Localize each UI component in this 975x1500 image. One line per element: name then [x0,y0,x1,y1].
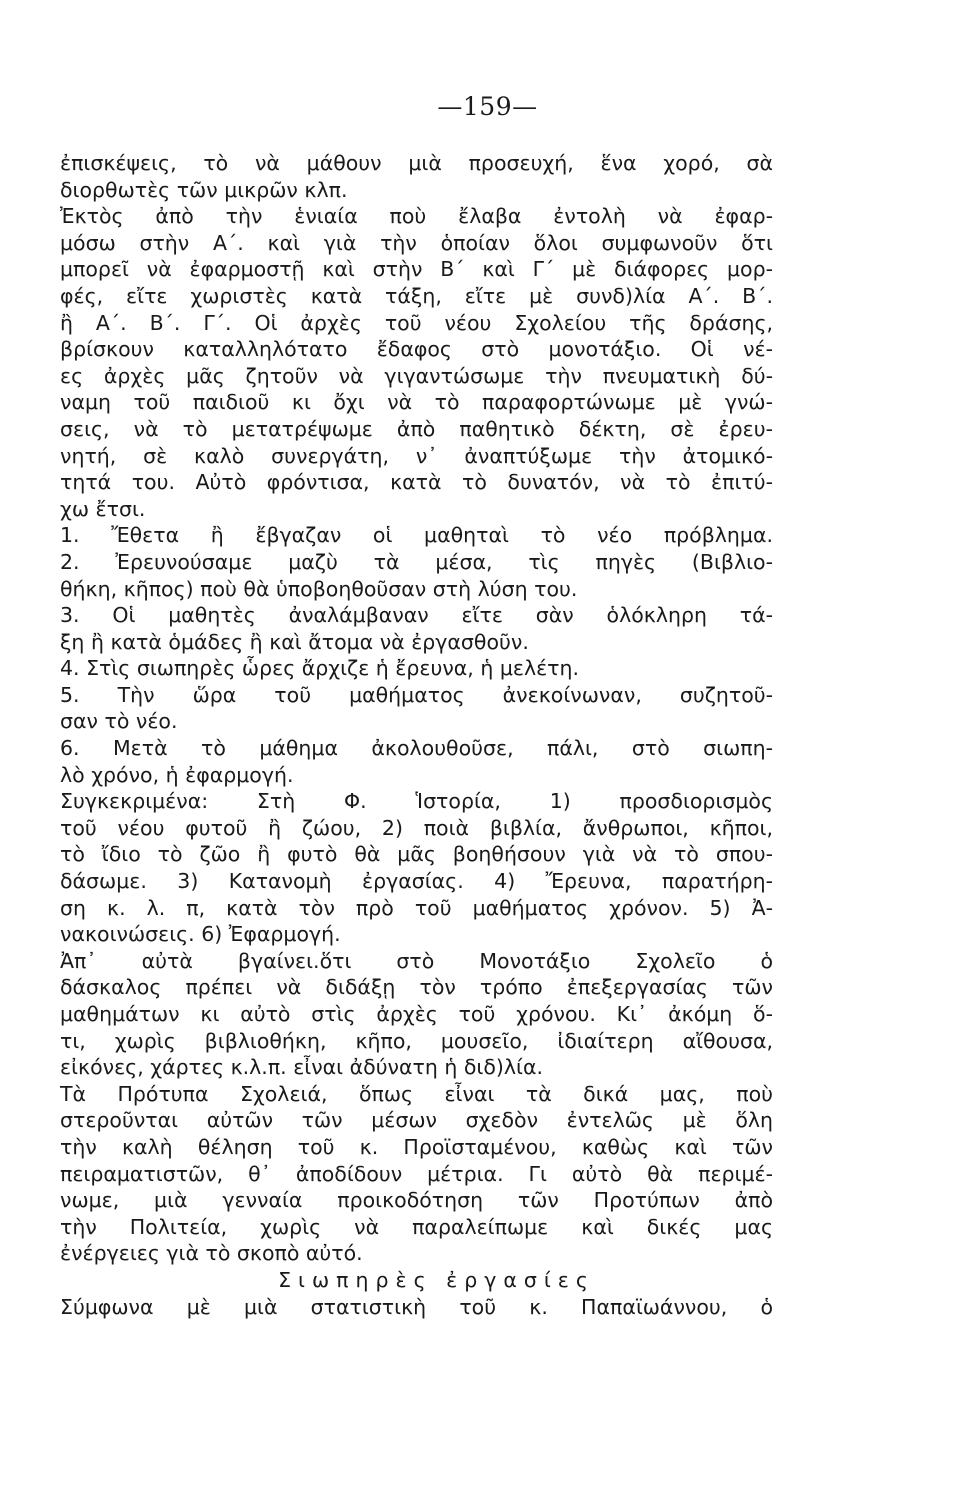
text-line: βρίσκουν καταλληλότατο ἔδαφος στὸ μονοτάξιο. Οἱ νέ- [60,337,773,362]
text-line: σαν τὸ νέο. [60,709,178,734]
text-line: Τὰ Πρότυπα Σχολειά, ὅπως εἶναι τὰ δικά μας, ποὺ [60,1081,773,1106]
page-number: —159— [437,92,538,121]
text-line: νακοινώσεις. 6) Ἐφαρμογή. [60,922,341,947]
text-line: ἐπισκέψεις, τὸ νὰ μάθουν μιὰ προσευχή, ἕνα χορό, σὰ [60,151,773,175]
text-line: ἢ Α΄. Β΄. Γ΄. Οἱ ἀρχὲς τοῦ νέου Σχολείου τῆς δράσης, [60,310,773,335]
text-line: μαθημάτων κι αὐτὸ στὶς ἀρχὲς τοῦ χρόνου. Κι᾽ ἀκόμη ὅ- [60,1002,773,1026]
text-line: νητή, σὲ καλὸ συνεργάτη, ν᾽ ἀναπτύξωμε τὴν ἀτομικό- [60,443,773,468]
text-line: 4. Στὶς σιωπηρὲς ὧρες ἄρχιζε ἡ ἔρευνα, ἡ μελέτη. [60,656,580,681]
text-line: 3. Οἱ μαθητὲς ἀναλάμβαναν εἴτε σὰν ὁλόκληρη τά- [60,603,773,628]
text-line: 5. Τὴν ὥρα τοῦ μαθήματος ἀνεκοίνωναν, συζητοῦ- [60,682,773,707]
text-line: τὴν καλὴ θέληση τοῦ κ. Προϊσταμένου, καθὼς καὶ τῶν [60,1134,773,1159]
text-line: 6. Μετὰ τὸ μάθημα ἀκολουθοῦσε, πάλι, στὸ σιωπη- [60,736,773,761]
text-line: εἰκόνες, χάρτες κ.λ.π. εἶναι ἀδύνατη ἡ διδ)λία. [60,1055,543,1080]
text-line: θήκη, κῆπος) ποὺ θὰ ὑποβοηθοῦσαν στὴ λύση του. [60,576,578,601]
text-line: μπορεῖ νὰ ἐφαρμοστῇ καὶ στὴν Β΄ καὶ Γ΄ μὲ διάφορες μορ- [60,257,773,282]
text-line: πειραματιστῶν, θ᾽ ἀποδίδουν μέτρια. Γι αὐτὸ θὰ περιμέ- [60,1161,773,1186]
text-line: ες ἀρχὲς μᾶς ζητοῦν νὰ γιγαντώσωμε τὴν πνευματικὴ δύ- [60,363,773,388]
text-line: Σύμφωνα μὲ μιὰ στατιστικὴ τοῦ κ. Παπαϊωάννου, ὁ [60,1294,773,1319]
text-line: τὸ ἴδιο τὸ ζῶο ἢ φυτὸ θὰ μᾶς βοηθήσουν γιὰ νὰ τὸ σπου- [60,842,773,867]
text-line: ναμη τοῦ παιδιοῦ κι ὄχι νὰ τὸ παραφορτώνωμε μὲ γνώ- [60,390,773,415]
text-line: ξη ἢ κατὰ ὁμάδες ἢ καὶ ἄτομα νὰ ἐργασθοῦν. [60,629,529,654]
text-line: τι, χωρὶς βιβλιοθήκη, κῆπο, μουσεῖο, ἰδιαίτερη αἴθουσα, [60,1028,773,1053]
text-line: στεροῦνται αὐτῶν τῶν μέσων σχεδὸν ἐντελῶς μὲ ὅλη [60,1108,773,1133]
text-line: φές, εἴτε χωριστὲς κατὰ τάξη, εἴτε μὲ συνδ)λία Α΄. Β΄. [60,283,773,308]
text-line: ἐνέργειες γιὰ τὸ σκοπὸ αὐτό. [60,1241,363,1266]
text-line: τὴν Πολιτεία, χωρὶς νὰ παραλείπωμε καὶ δικές μας [60,1214,773,1239]
text-line: 1. Ἔθετα ἢ ἔβγαζαν οἱ μαθηταὶ τὸ νέο πρόβλημα. [60,523,773,548]
text-line: δάσωμε. 3) Κατανομὴ ἐργασίας. 4) Ἔρευνα, παρατήρη- [60,869,773,894]
text-line: διορθωτὲς τῶν μικρῶν κλπ. [60,177,348,202]
section-heading: Σιωπηρὲς ἐργασίες [278,1267,595,1292]
text-line: Ἐκτὸς ἀπὸ τὴν ἑνιαία ποὺ ἔλαβα ἐντολὴ νὰ ἐφαρ- [60,204,773,229]
text-line: τητά του. Αὐτὸ φρόντισα, κατὰ τὸ δυνατόν, νὰ τὸ ἐπιτύ- [60,470,773,495]
text-line: δάσκαλος πρέπει νὰ διδάξῃ τὸν τρόπο ἐπεξεργασίας τῶν [60,975,773,1000]
text-line: ση κ. λ. π, κατὰ τὸν πρὸ τοῦ μαθήματος χρόνον. 5) Ἀ- [60,895,773,920]
text-line: σεις, νὰ τὸ μετατρέψωμε ἀπὸ παθητικὸ δέκτη, σὲ ἐρευ- [60,416,773,441]
text-line: τοῦ νέου φυτοῦ ἢ ζώου, 2) ποιὰ βιβλία, ἄνθρωποι, κῆποι, [60,815,773,840]
body-text [60,150,773,1320]
text-line: λὸ χρόνο, ἡ ἐφαρμογή. [60,762,294,787]
text-line: χω ἔτσι. [60,496,146,521]
text-line: Συγκεκριμένα: Στὴ Φ. Ἱστορία, 1) προσδιορισμὸς [60,789,773,814]
text-line: νωμε, μιὰ γενναία προικοδότηση τῶν Προτύπων ἀπὸ [60,1188,773,1213]
text-line: Ἀπ᾽ αὐτὰ βγαίνει.ὅτι στὸ Μονοτάξιο Σχολεῖο ὁ [60,948,773,973]
text-line: μόσω στὴν Α΄. καὶ γιὰ τὴν ὁποίαν ὅλοι συμφωνοῦν ὅτι [60,230,773,255]
text-line: 2. Ἐρευνούσαμε μαζὺ τὰ μέσα, τὶς πηγὲς (Βιβλιο- [60,549,773,574]
